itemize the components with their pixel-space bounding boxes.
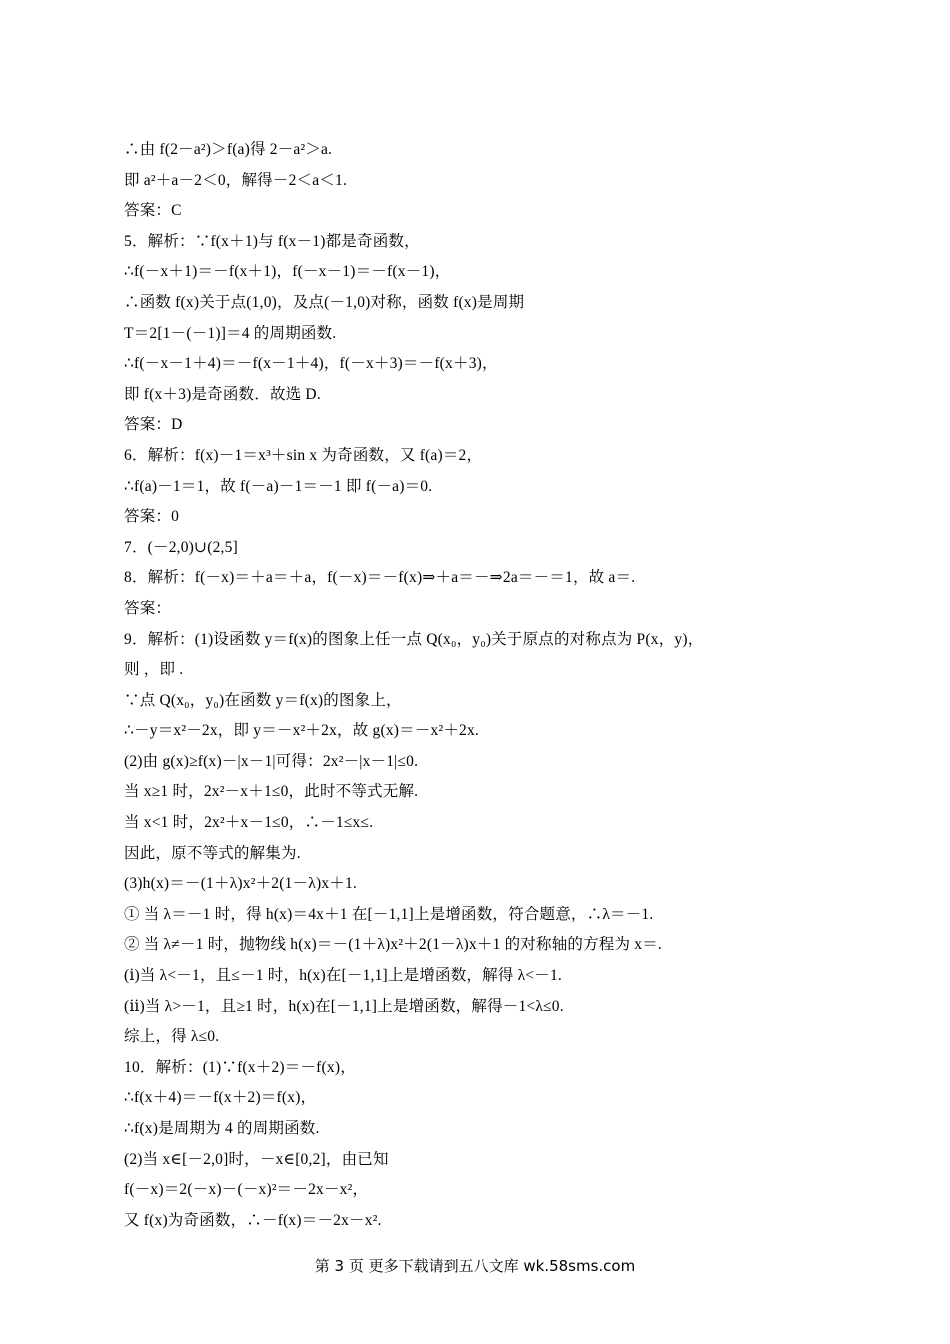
solution-text [124,135,844,1236]
text-line: 5．解析：∵f(x＋1)与 f(x－1)都是奇函数， [124,232,420,250]
text-line: 8．解析：f(－x)＝＋a＝＋a，f(－x)＝－f(x)⇒＋a＝－⇒2a＝－＝1，故 a＝. [124,569,636,587]
text-line: 则 ，即 . [124,661,184,679]
text-line: (2)当 x∈[－2,0]时，－x∈[0,2]，由已知 [124,1150,389,1168]
text-line: ∴函数 f(x)关于点(1,0)，及点(－1,0)对称，函数 f(x)是周期 [124,293,525,311]
text-line: 6．解析：f(x)－1＝x³＋sin x 为奇函数，又 f(a)＝2， [124,446,483,464]
answer-line: 答案： [124,599,172,617]
text-line: f(－x)＝2(－x)－(－x)²＝－2x－x²， [124,1181,369,1199]
answer-line: 答案：0 [124,508,180,526]
text-line: ∴f(x＋4)＝－f(x＋2)＝f(x)， [124,1089,317,1107]
text-line: (ⅰ)当 λ<－1，且≤－1 时，h(x)在[－1,1]上是增函数，解得 λ<－1. [124,967,562,985]
text-line: (ⅱ)当 λ>－1，且≥1 时，h(x)在[－1,1]上是增函数，解得－1<λ≤0. [124,997,564,1015]
text-line: 即 f(x＋3)是奇函数．故选 D. [124,385,321,403]
page-footer: 第 3 页 更多下载请到五八文库 wk.58sms.com [314,1257,636,1275]
text-line: 当 x≥1 时，2x²－x＋1≤0，此时不等式无解. [124,783,419,801]
text-line: 综上，得 λ≤0. [124,1028,220,1046]
text-line: ∴f(x)是周期为 4 的周期函数. [124,1120,320,1137]
text-line: 当 x<1 时，2x²＋x－1≤0，∴－1≤x≤. [124,814,374,832]
text-line: ∴f(a)－1＝1，故 f(－a)－1＝－1 即 f(－a)＝0. [124,477,433,495]
text-line: (2)由 g(x)≥f(x)－|x－1|可得：2x²－|x－1|≤0. [124,752,419,770]
text-line: T＝2[1－(－1)]＝4 的周期函数. [124,324,337,342]
text-line: ② 当 λ≠－1 时，抛物线 h(x)＝－(1＋λ)x²＋2(1－λ)x＋1 的对称轴的方程为 x＝. [124,936,662,954]
text-line: ∴－y＝x²－2x，即 y＝－x²＋2x，故 g(x)＝－x²＋2x. [124,722,480,740]
text-line: ∵点 Q(x₀，y₀)在函数 y＝f(x)的图象上， [124,691,402,709]
answer-line: 答案：C [124,202,182,220]
text-line: ∴f(－x＋1)＝－f(x＋1)，f(－x－1)＝－f(x－1)， [124,263,451,281]
text-line: 9．解析：(1)设函数 y＝f(x)的图象上任一点 Q(x₀，y₀)关于原点的对称点为 P(x，y)， [124,630,704,648]
text-line: 10．解析：(1)∵f(x＋2)＝－f(x)， [124,1058,356,1076]
text-line: 又 f(x)为奇函数，∴－f(x)＝－2x－x². [124,1211,382,1229]
text-line: 因此，原不等式的解集为. [124,844,301,862]
text-line: (3)h(x)＝－(1＋λ)x²＋2(1－λ)x＋1. [124,875,357,893]
text-line: ∴由 f(2－a²)＞f(a)得 2－a²＞a. [124,141,333,158]
text-line: 7．(－2,0)∪(2,5] [124,538,238,556]
answer-line: 答案：D [124,416,183,434]
text-line: 即 a²＋a－2＜0，解得－2＜a＜1. [124,171,348,189]
text-line: ∴f(－x－1＋4)＝－f(x－1＋4)，f(－x＋3)＝－f(x＋3)， [124,355,498,373]
text-line: ① 当 λ＝－1 时，得 h(x)＝4x＋1 在[－1,1]上是增函数，符合题意，∴λ＝－1. [124,905,654,923]
